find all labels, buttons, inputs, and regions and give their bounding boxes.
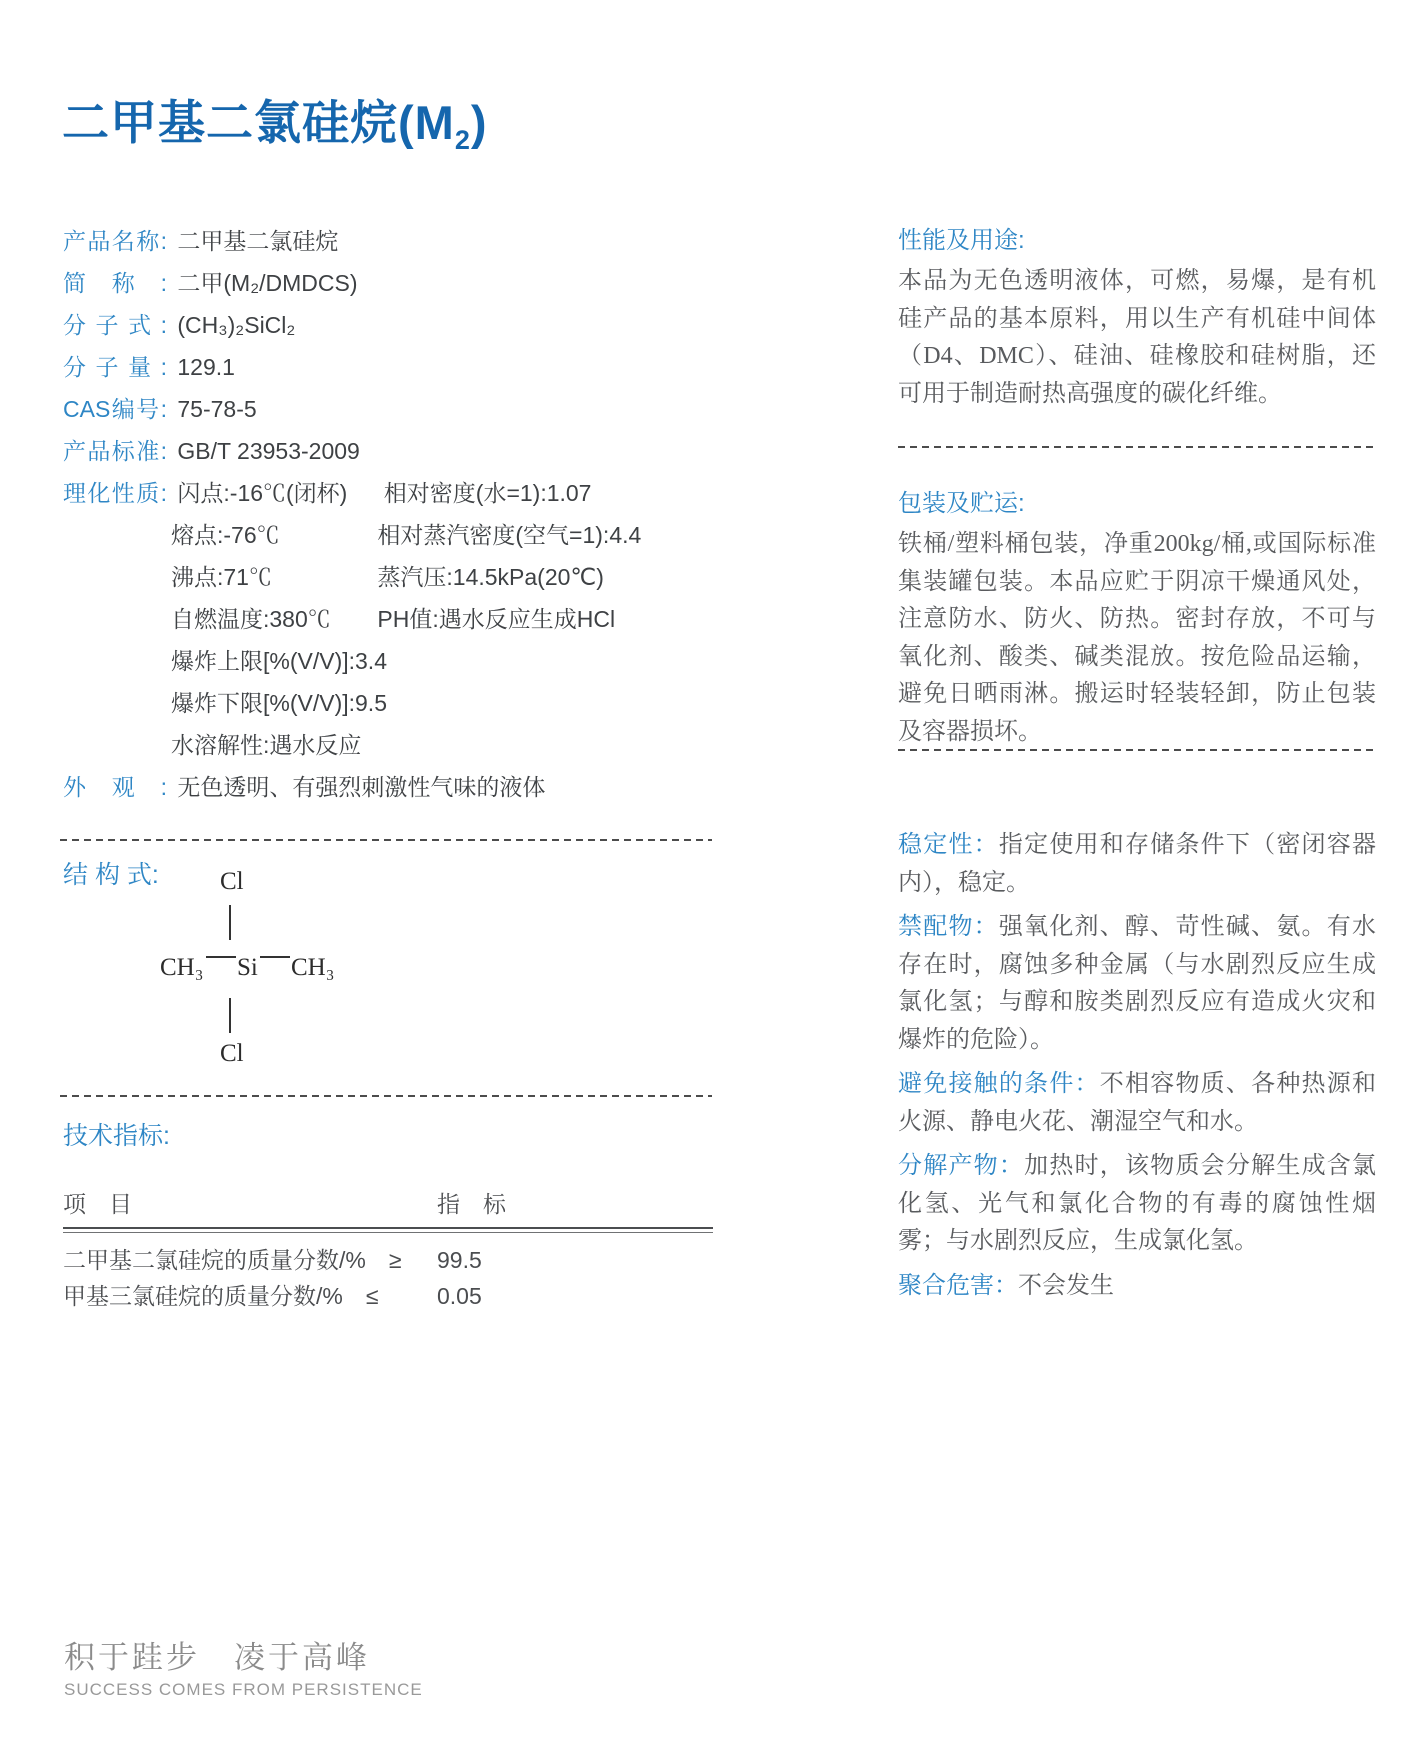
atom-cl-top: Cl: [220, 868, 244, 895]
phys-cell: PH值:遇水反应生成HCl: [377, 606, 616, 632]
note-text: 不相容物质、各种热源和火源、静电火花、潮湿空气和水。: [898, 1071, 1377, 1135]
note-label: 聚合危害：: [898, 1271, 1018, 1299]
divider-dashed: [60, 839, 712, 841]
note-text: 不会发生: [1018, 1272, 1114, 1299]
info-label: CAS编号:: [63, 396, 167, 422]
footer-slogan-cn: 积于跬步 凌于高峰: [64, 1640, 370, 1675]
phys-row: [63, 514, 723, 556]
info-value: 129.1: [177, 354, 235, 380]
info-value: 75-78-5: [177, 396, 257, 422]
info-value: (CH₃)₂SiCl₂: [177, 312, 296, 338]
table-row: [63, 1242, 713, 1278]
divider-dashed: [898, 446, 1376, 448]
info-row-standard: [63, 430, 723, 472]
table-header-row: [63, 1186, 713, 1222]
column-header-indicator: 指 标: [437, 1191, 506, 1217]
note-text: 加热时，该物质会分解生成含氯化氢、光气和氯化合物的有毒的腐蚀性烟雾；与水剧烈反应，生成氯化氢。: [898, 1153, 1377, 1254]
structure-label: 结 构 式:: [63, 861, 159, 889]
note-polymerization-hazard: [898, 1267, 1376, 1306]
phys-row: [63, 724, 723, 766]
footer: [64, 1632, 423, 1700]
section-heading-performance: 性能及用途:: [898, 227, 1025, 254]
table-cell-value: 99.5: [437, 1247, 482, 1273]
table-cell-item: 甲基三氯硅烷的质量分数/% ≤: [63, 1283, 379, 1309]
note-decomposition-products: [898, 1147, 1376, 1261]
tech-indicators-table: [63, 1186, 713, 1314]
note-text: 强氧化剂、醇、苛性碱、氨。有水存在时，腐蚀多种金属（与水剧烈反应生成氯化氢；与醇和胺类剧烈反应有造成火灾和爆炸的危险）。: [898, 914, 1377, 1053]
table-header-rule: [63, 1227, 713, 1233]
section-text-packaging: 铁桶/塑料桶包装，净重200kg/桶,或国际标准集装罐包装。本品应贮于阴凉干燥通风处，注意防水、防火、防热。密封存放，不可与氧化剂、酸类、碱类混放。按危险品运输，避免日晒雨淋。搬运时轻装轻卸，防止包装及容器损坏。: [898, 531, 1376, 745]
phys-cell: 相对蒸汽密度(空气=1):4.4: [377, 522, 642, 548]
phys-row: [63, 472, 723, 514]
table-cell-value: 0.05: [437, 1283, 482, 1309]
note-incompatibilities: [898, 908, 1376, 1059]
info-label: 产品标准:: [63, 438, 167, 464]
info-label: 外观:: [63, 774, 167, 800]
info-row-short-name: [63, 262, 723, 304]
section-text-performance: 本品为无色透明液体，可燃，易爆，是有机硅产品的基本原料，用以生产有机硅中间体（D4、DMC）、硅油、硅橡胶和硅树脂，还可用于制造耐热高强度的碳化纤维。: [898, 268, 1376, 407]
product-info-list: [63, 220, 723, 808]
info-value: 无色透明、有强烈刺激性气味的液体: [177, 774, 546, 800]
bond-horizontal-right: [260, 956, 290, 958]
info-row-molecular-weight: [63, 346, 723, 388]
phys-cell: 爆炸下限[%(V/V)]:9.5: [171, 690, 387, 716]
note-label: 稳定性：: [898, 831, 999, 858]
info-label: 分子式:: [63, 312, 167, 338]
phys-cell: 沸点:71℃: [171, 564, 272, 590]
phys-cell: 自燃温度:380℃: [171, 606, 331, 632]
phys-cell: 水溶解性:遇水反应: [171, 732, 362, 758]
table-row: [63, 1278, 713, 1314]
info-value: 二甲基二氯硅烷: [177, 228, 339, 254]
phys-row: [63, 640, 723, 682]
info-row-formula: [63, 304, 723, 346]
phys-cell: 蒸汽压:14.5kPa(20℃): [377, 564, 604, 590]
info-row-appearance: [63, 766, 723, 808]
divider-dashed: [60, 1095, 712, 1097]
note-label: 禁配物：: [898, 913, 999, 940]
phys-row: [63, 598, 723, 640]
section-heading-packaging: 包装及贮运:: [898, 490, 1025, 517]
info-value: 二甲(M₂/DMDCS): [177, 270, 358, 296]
atom-si: Si: [237, 954, 258, 981]
info-value: GB/T 23953-2009: [177, 438, 360, 464]
info-row-product-name: [63, 220, 723, 262]
phys-label: 理化性质:: [63, 480, 167, 506]
phys-cell: 熔点:-76℃: [171, 522, 280, 548]
section-safety-notes: [898, 826, 1376, 1305]
note-stability: [898, 826, 1376, 902]
info-label: 产品名称:: [63, 228, 167, 254]
note-text: 指定使用和存储条件下（密闭容器内），稳定。: [898, 832, 1377, 896]
structure-formula: [160, 868, 390, 1078]
phys-cell: 相对密度(水=1):1.07: [383, 480, 592, 506]
tech-indicators-heading: 技术指标:: [63, 1122, 170, 1150]
table-cell-item: 二甲基二氯硅烷的质量分数/% ≥: [63, 1247, 402, 1273]
atom-cl-bottom: Cl: [220, 1040, 244, 1067]
bond-vertical-top: [229, 905, 231, 940]
footer-slogan-en: SUCCESS COMES FROM PERSISTENCE: [64, 1680, 423, 1699]
info-label: 分子量:: [63, 354, 167, 380]
phys-cell: 爆炸上限[%(V/V)]:3.4: [171, 648, 387, 674]
phys-row: [63, 556, 723, 598]
note-conditions-to-avoid: [898, 1065, 1376, 1141]
page-title: [62, 86, 488, 156]
atom-ch3-right: CH₃: [291, 954, 335, 981]
title-suffix: ): [470, 96, 488, 149]
bond-horizontal-left: [206, 956, 236, 958]
phys-row: [63, 682, 723, 724]
bond-vertical-bottom: [229, 998, 231, 1033]
column-header-item: 项 目: [63, 1191, 132, 1217]
note-label: 避免接触的条件：: [898, 1070, 1100, 1097]
right-column: [898, 225, 1376, 1305]
title-subscript: 2: [454, 125, 471, 155]
info-row-cas: [63, 388, 723, 430]
divider-dashed: [898, 749, 1376, 751]
title-prefix: 二甲基二氯硅烷(M: [62, 96, 455, 149]
info-label: 简称:: [63, 270, 167, 296]
phys-cell: 闪点:-16℃(闭杯): [177, 480, 348, 506]
atom-ch3-left: CH₃: [160, 954, 204, 981]
note-label: 分解产物：: [898, 1152, 1025, 1179]
